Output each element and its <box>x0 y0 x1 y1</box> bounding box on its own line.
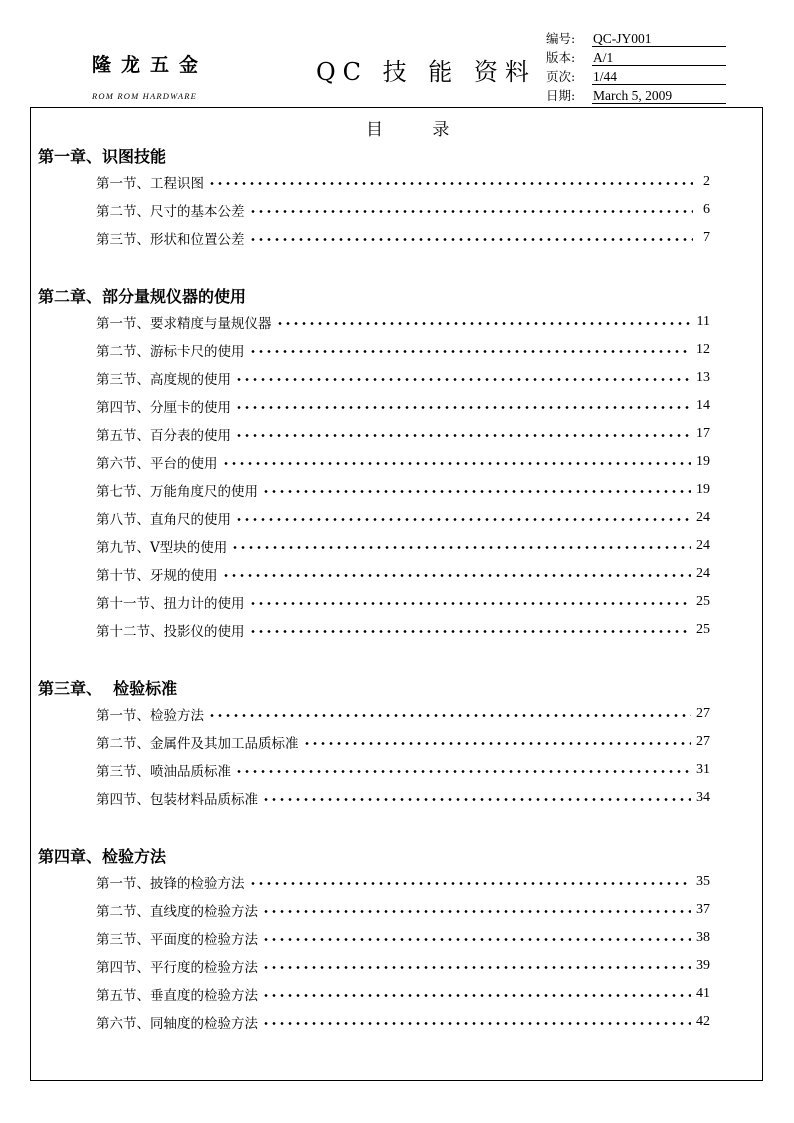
toc-entry[interactable] <box>96 564 710 584</box>
toc-entry[interactable] <box>96 340 710 360</box>
toc-entry[interactable] <box>96 928 710 948</box>
toc-entry-page: 24 <box>696 538 710 553</box>
toc-entry-page: 19 <box>696 482 710 497</box>
toc-entry-label: 第五节、百分表的使用 <box>96 428 231 444</box>
toc-entry-page: 14 <box>696 398 710 413</box>
toc-entry[interactable] <box>96 172 710 192</box>
toc-entry-label: 第一节、工程识图 <box>96 176 204 192</box>
meta-label: 编号: <box>546 31 576 46</box>
toc-entry-page: 38 <box>696 930 710 945</box>
toc-entry-label: 第一节、要求精度与量规仪器 <box>96 316 272 332</box>
dot-leader <box>222 462 692 465</box>
toc-entry-label: 第二节、尺寸的基本公差 <box>96 204 245 220</box>
toc-entry[interactable] <box>96 984 710 1004</box>
toc-entry-page: 2 <box>703 174 710 189</box>
dot-leader <box>262 798 691 801</box>
toc-entry-page: 17 <box>696 426 710 441</box>
toc-entry-label: 第十二节、投影仪的使用 <box>96 624 245 640</box>
toc-entry-page: 35 <box>696 874 710 889</box>
toc-entry-label: 第八节、直角尺的使用 <box>96 512 231 528</box>
dot-leader <box>262 1022 691 1025</box>
toc-entry-label: 第一节、披锋的检验方法 <box>96 876 245 892</box>
meta-row-number <box>546 28 726 47</box>
toc-entry-label: 第六节、同轴度的检验方法 <box>96 1016 258 1032</box>
dot-leader <box>231 546 691 549</box>
toc-entry[interactable] <box>96 704 710 724</box>
toc-entry-label: 第三节、高度规的使用 <box>96 372 231 388</box>
toc-entry[interactable] <box>96 452 710 472</box>
toc-entry-label: 第二节、金属件及其加工品质标准 <box>96 736 299 752</box>
toc-title: 目 录 <box>366 120 472 140</box>
dot-leader <box>262 966 691 969</box>
toc-entry[interactable] <box>96 312 710 332</box>
chapter-title: 第四章、检验方法 <box>38 847 167 866</box>
toc-entry[interactable] <box>96 368 710 388</box>
toc-entry[interactable] <box>96 732 710 752</box>
toc-entry[interactable] <box>96 508 710 528</box>
dot-leader <box>235 770 691 773</box>
toc-entry[interactable] <box>96 872 710 892</box>
toc-entry-page: 24 <box>696 510 710 525</box>
chapter-title: 第二章、部分量规仪器的使用 <box>38 287 247 306</box>
dot-leader <box>249 602 692 605</box>
dot-leader <box>208 714 691 717</box>
toc-entry-label: 第二节、直线度的检验方法 <box>96 904 258 920</box>
toc-entry[interactable] <box>96 396 710 416</box>
dot-leader <box>262 910 691 913</box>
toc-entry-page: 7 <box>703 230 710 245</box>
toc-entry-label: 第十节、牙规的使用 <box>96 568 218 584</box>
toc-entry[interactable] <box>96 1012 710 1032</box>
dot-leader <box>235 518 691 521</box>
dot-leader <box>222 574 692 577</box>
company-name: 隆龙五金 <box>92 54 209 76</box>
dot-leader <box>235 378 691 381</box>
dot-leader <box>235 434 691 437</box>
meta-value: QC-JY001 <box>592 31 726 47</box>
chapter-title: 第一章、识图技能 <box>38 147 167 166</box>
dot-leader <box>249 238 694 241</box>
toc-entry-page: 6 <box>703 202 710 217</box>
toc-entry-page: 25 <box>696 594 710 609</box>
toc-entry[interactable] <box>96 760 710 780</box>
toc-entry-label: 第二节、游标卡尺的使用 <box>96 344 245 360</box>
toc-entry-label: 第七节、万能角度尺的使用 <box>96 484 258 500</box>
toc-entry-label: 第五节、垂直度的检验方法 <box>96 988 258 1004</box>
toc-entry[interactable] <box>96 536 710 556</box>
dot-leader <box>262 490 691 493</box>
toc-entry[interactable] <box>96 900 710 920</box>
dot-leader <box>249 630 692 633</box>
company-block <box>92 50 222 101</box>
toc-entry-page: 11 <box>696 314 710 329</box>
toc-entry-label: 第四节、分厘卡的使用 <box>96 400 231 416</box>
meta-label: 版本: <box>546 50 576 65</box>
toc-entry-label: 第六节、平台的使用 <box>96 456 218 472</box>
chapter-title: 第三章、 检验标准 <box>38 679 178 698</box>
toc-entry-page: 42 <box>696 1014 710 1029</box>
toc-entry-label: 第三节、喷油品质标准 <box>96 764 231 780</box>
toc-entry-page: 25 <box>696 622 710 637</box>
meta-row-date <box>546 85 726 104</box>
meta-label: 日期: <box>546 88 576 103</box>
toc-entry-page: 37 <box>696 902 710 917</box>
toc-entry-page: 27 <box>696 734 710 749</box>
toc-entry-page: 24 <box>696 566 710 581</box>
toc-entry-label: 第九节、V型块的使用 <box>96 540 228 556</box>
meta-value: 1/44 <box>592 69 726 85</box>
toc-entry[interactable] <box>96 480 710 500</box>
toc-entry[interactable] <box>96 788 710 808</box>
dot-leader <box>249 210 694 213</box>
company-english-name: ROM ROM HARDWARE <box>92 91 197 101</box>
toc-entry[interactable] <box>96 620 710 640</box>
document-meta <box>546 28 726 104</box>
toc-entry-label: 第四节、平行度的检验方法 <box>96 960 258 976</box>
toc-entry-page: 31 <box>696 762 710 777</box>
toc-entry[interactable] <box>96 956 710 976</box>
toc-entry-page: 12 <box>696 342 710 357</box>
toc-entry[interactable] <box>96 424 710 444</box>
dot-leader <box>249 882 692 885</box>
toc-entry-page: 41 <box>696 986 710 1001</box>
meta-value: March 5, 2009 <box>592 88 726 104</box>
toc-entry-page: 13 <box>696 370 710 385</box>
dot-leader <box>276 322 692 325</box>
toc-entry-label: 第四节、包装材料品质标准 <box>96 792 258 808</box>
toc-entry[interactable] <box>96 228 710 248</box>
toc-entry[interactable] <box>96 200 710 220</box>
toc-entry[interactable] <box>96 592 710 612</box>
meta-row-version <box>546 47 726 66</box>
dot-leader <box>235 406 691 409</box>
meta-value: A/1 <box>592 50 726 66</box>
toc-entry-page: 34 <box>696 790 710 805</box>
dot-leader <box>249 350 692 353</box>
toc-entry-page: 19 <box>696 454 710 469</box>
toc-entry-label: 第三节、平面度的检验方法 <box>96 932 258 948</box>
toc-entry-label: 第三节、形状和位置公差 <box>96 232 245 248</box>
toc-entry-page: 27 <box>696 706 710 721</box>
dot-leader <box>303 742 692 745</box>
toc-entry-label: 第十一节、扭力计的使用 <box>96 596 245 612</box>
toc-entry-label: 第一节、检验方法 <box>96 708 204 724</box>
document-title: QC 技 能 资料 <box>316 58 536 86</box>
dot-leader <box>262 994 691 997</box>
toc-entry-page: 39 <box>696 958 710 973</box>
meta-row-page <box>546 66 726 85</box>
dot-leader <box>208 182 693 185</box>
meta-label: 页次: <box>546 69 576 84</box>
dot-leader <box>262 938 691 941</box>
